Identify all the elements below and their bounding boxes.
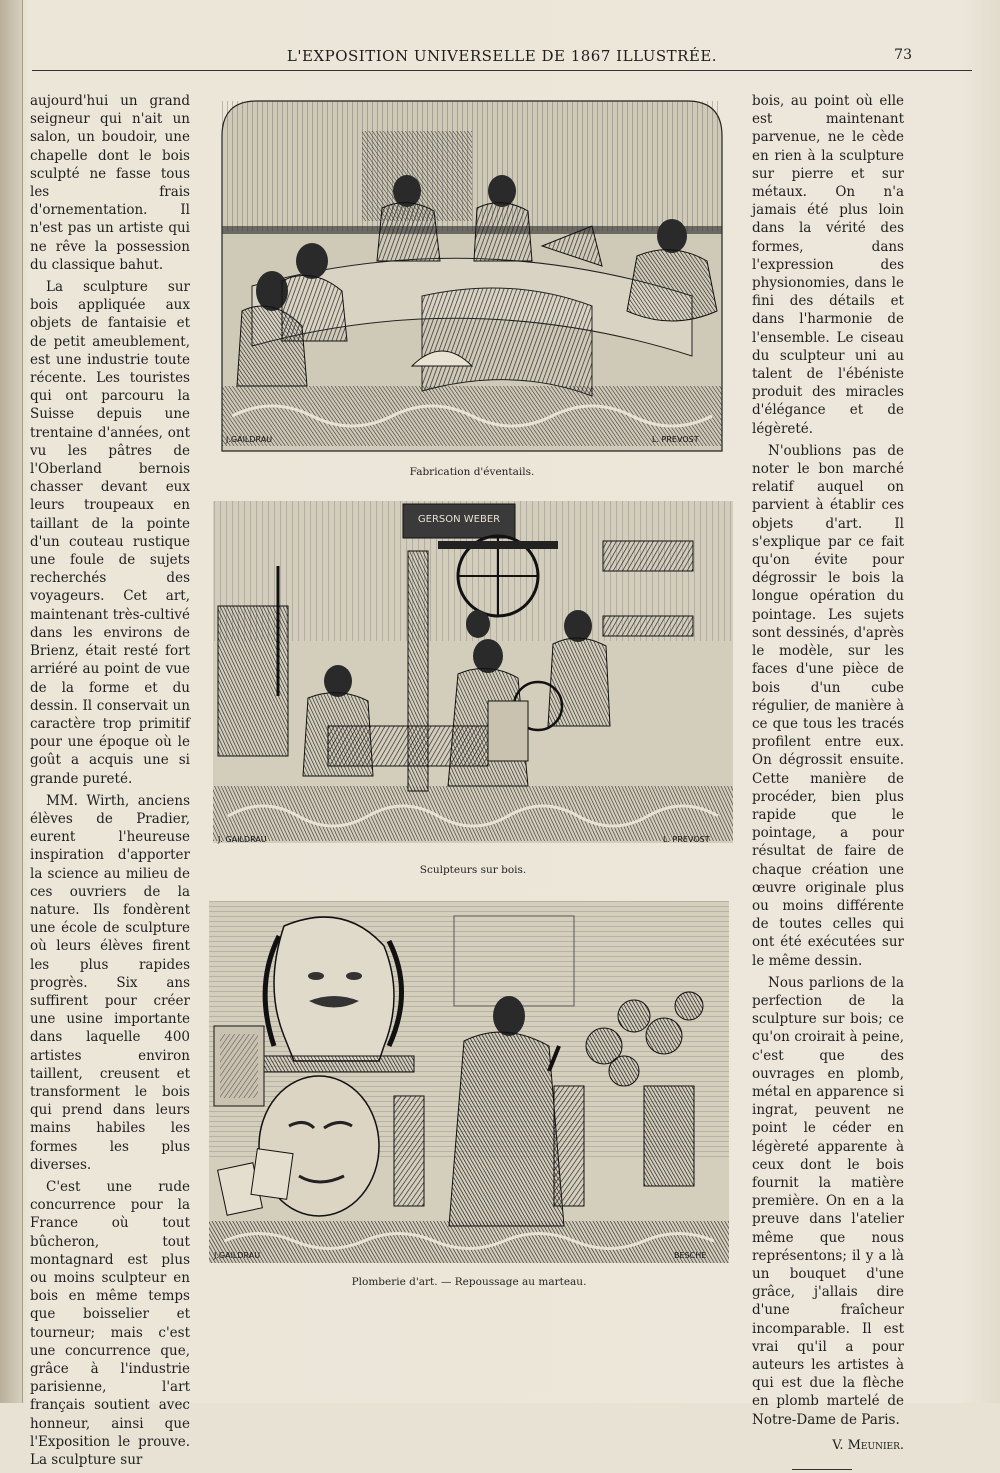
figure-3-caption: Plomberie d'art. — Repoussage au marteau.	[351, 1276, 587, 1288]
end-rule	[792, 1469, 852, 1470]
figure-2-caption: Sculpteurs sur bois.	[419, 864, 527, 876]
left-paragraph-3: MM. Wirth, anciens élèves de Pradier, eurent l'heureuse inspiration d'apporter la science au milieu de ces ouvriers de la nature. Ils fondèrent une école de sculpture où leurs élèves firent les plus rapides progrès. Six ans suffirent pour créer une usine importante dans laquelle 400 artistes environ taillent, creusent et transforment le bois qui prend dans leurs mains habiles les formes les plus diverses.	[30, 792, 190, 1173]
fig2-signature-left: J. GAILDRAU	[218, 835, 267, 844]
right-paragraph-1: bois, au point où elle est maintenant parvenue, ne le cède en rien à la sculpture sur pierre et sur métaux. On n'a jamais été plus loin dans la vérité des formes, dans l'expression des physionomies, dans le fini des détails et dans l'harmonie de l'ensemble. Le ciseau du sculpteur uni au talent de l'ébéniste produit des miracles d'élégance et de légèreté.	[752, 93, 904, 437]
figure-fan-making	[212, 96, 732, 456]
figure-lead-repousse	[204, 896, 734, 1268]
left-paragraph-2: La sculpture sur bois appliquée aux objets de fantaisie et de petit ameublement, est une industrie toute récente. Les touristes qui ont parcouru la Suisse depuis une trentaine d'années, ont vu les pâtres de l'Oberland bernois chasser devant eux leurs troupeaux en taillant de la pointe d'un couteau rustique une foule de sujets recherchés des voyageurs. Cet art, maintenant très-cultivé dans les environs de Brienz, était resté fort arriéré au point de vue de la forme et du dessin. Il conservait un caractère trop primitif pour une époque où le goût a acquis une si grande pureté.	[30, 279, 190, 787]
left-paragraph-4: C'est une rude concurrence pour la France où tout bûcheron, tout montagnard est plus ou moins sculpteur en bois en même temps que boisselier et tourneur; mais c'est une concurrence que, grâce à l'industrie parisienne, l'art français soutient avec honneur, ainsi que l'Exposition le prouve. La sculpture sur	[30, 1178, 190, 1469]
sign-text: GERSON WEBER	[417, 514, 501, 525]
right-text-column	[752, 92, 904, 1470]
fig2-signature-right: L. PREVOST	[663, 835, 710, 844]
figure-wood-sculptors	[208, 496, 738, 848]
book-spine	[0, 0, 23, 1403]
engraving-wood-sculptors	[208, 496, 738, 848]
right-paragraph-3: Nous parlions de la perfection de la sculpture sur bois; ce qu'on croirait à peine, c'est que des ouvrages en plomb, métal en apparence si ingrat, peuvent ne point le céder en légèreté apparente à ceux dont le bois fournit la matière première. On en a la preuve dans l'atelier même que nous représentons; il y a là un bouquet d'une grâce, j'allais dire d'une fraîcheur incomparable. Il est vrai qu'il a pour auteurs les artistes à qui est due la flèche en plomb martelé de Notre-Dame de Paris.	[752, 974, 904, 1428]
fig3-signature-right: BESCHE	[674, 1251, 707, 1260]
fig1-signature-right: L. PREVOST	[652, 435, 699, 444]
left-paragraph-1: aujourd'hui un grand seigneur qui n'ait un salon, un boudoir, une chapelle dont le bois sculpté ne fasse tous les frais d'ornementation. Il n'est pas un artiste qui ne rêve la possession du classique bahut.	[30, 93, 190, 273]
figure-1-caption: Fabrication d'éventails.	[409, 466, 535, 478]
running-header	[32, 44, 972, 71]
fig3-signature-left: J.GAILDRAU	[214, 1251, 261, 1260]
page-number: 73	[894, 47, 912, 63]
engraving-lead-workshop	[204, 896, 734, 1268]
cropped-previous-page-edge	[22, 92, 30, 1302]
author-signature: V. Meunier.	[832, 1437, 904, 1453]
left-text-column	[30, 92, 190, 1473]
engraving-fan-workshop	[212, 96, 732, 456]
header-title: L'EXPOSITION UNIVERSELLE DE 1867 ILLUSTRÉE.	[286, 47, 718, 65]
right-paragraph-2: N'oublions pas de noter le bon marché relatif auquel on parvient à établir ces objets d'art. Il s'explique par ce fait qu'on évite pour dégrossir le bois la longue opération du pointage. Les sujets sont dessinés, d'après le modèle, sur les faces d'une pièce de bois d'un cube régulier, de manière à ce que tous les tracés profilent entre eux. On dégrossit ensuite. Cette manière de procéder, bien plus rapide que le pointage, a pour résultat de faire de chaque création une œuvre originale plus ou moins différente de toutes celles qui ont été exécutées sur le même dessin.	[752, 442, 904, 969]
fig1-signature-left: J.GAILDRAU	[226, 435, 273, 444]
